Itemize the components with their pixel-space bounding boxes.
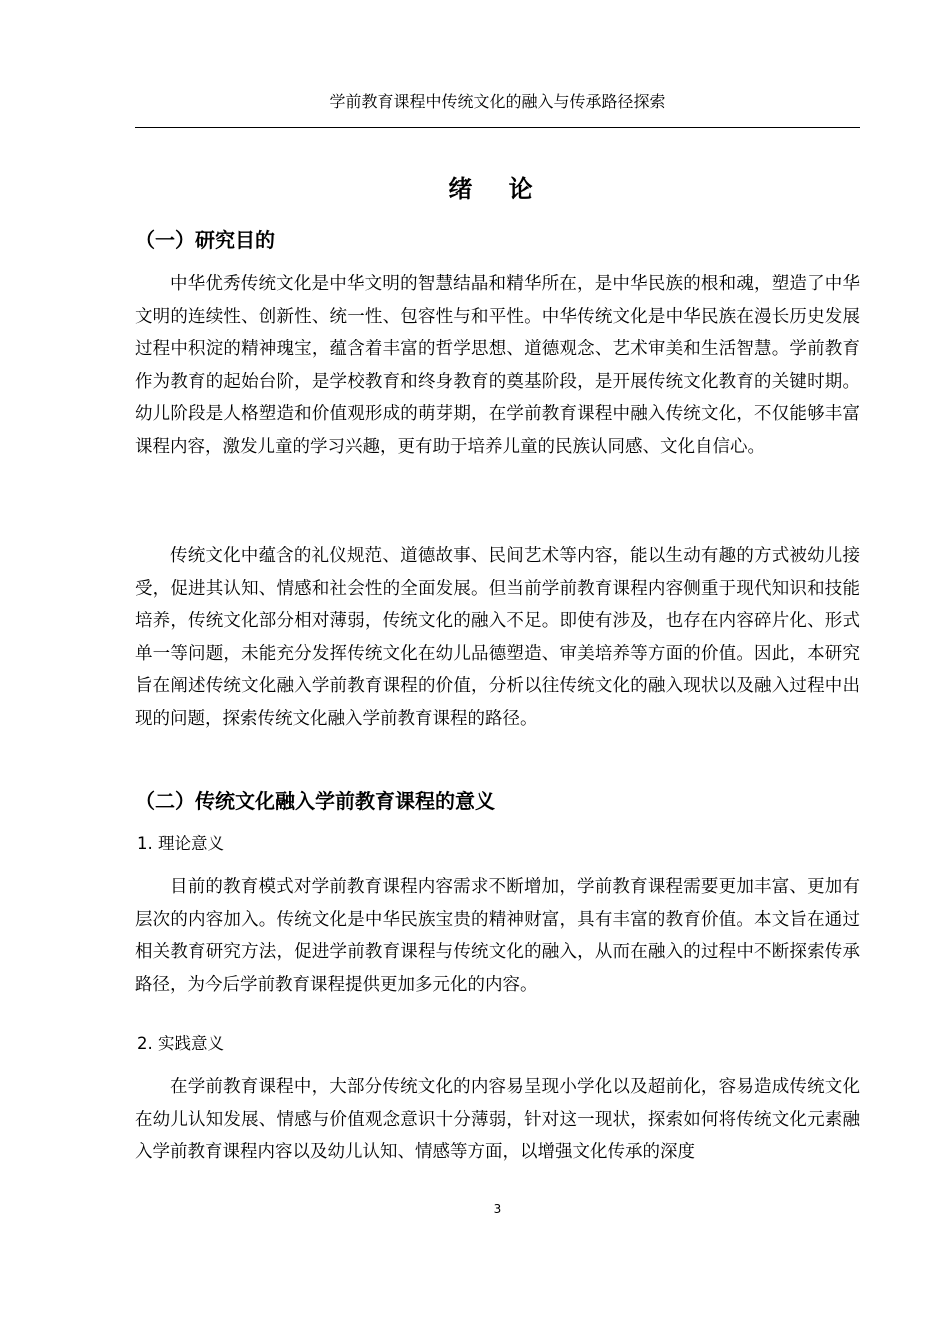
running-header: 学前教育课程中传统文化的融入与传承路径探索 (329, 92, 666, 111)
paragraph: 传统文化中蕴含的礼仪规范、道德故事、民间艺术等内容，能以生动有趣的方式被幼儿接受，促进其认知、情感和社会性的全面发展。但当前学前教育课程内容侧重于现代知识和技能培养，传统文化部分相对薄弱，传统文化的融入不足。即使有涉及，也存在内容碎片化、形式单一等问题，未能充分发挥传统文化在幼儿品德塑造、审美培养等方面的价值。因此，本研究旨在阐述传统文化融入学前教育课程的价值，分析以往传统文化的融入现状以及融入过程中出现的问题，探索传统文化融入学前教育课程的路径。 (135, 546, 860, 729)
paragraph: 中华优秀传统文化是中华文明的智慧结晶和精华所在，是中华民族的根和魂，塑造了中华文明的连续性、创新性、统一性、包容性与和平性。中华传统文化是中华民族在漫长历史发展过程中积淀的精神瑰宝，蕴含着丰富的哲学思想、道德观念、艺术审美和生活智慧。学前教育作为教育的起始台阶，是学校教育和终身教育的奠基阶段，是开展传统文化教育的关键时期。幼儿阶段是人格塑造和价值观形成的萌芽期，在学前教育课程中融入传统文化，不仅能够丰富课程内容，激发儿童的学习兴趣，更有助于培养儿童的民族认同感、文化自信心。 (135, 274, 860, 457)
page-number: 3 (493, 1202, 502, 1216)
section-heading-research-purpose: （一）研究目的 (135, 228, 275, 252)
paragraph: 在学前教育课程中，大部分传统文化的内容易呈现小学化以及超前化，容易造成传统文化在幼儿认知发展、情感与价值观念意识十分薄弱，针对这一现状，探索如何将传统文化元素融入学前教育课程内容以及幼儿认知、情感等方面，以增强文化传承的深度 (135, 1077, 860, 1162)
subheading-practical-significance: 2. 实践意义 (137, 1034, 224, 1053)
subheading-theoretical-significance: 1. 理论意义 (137, 834, 224, 853)
section-heading-significance: （二）传统文化融入学前教育课程的意义 (135, 789, 495, 813)
header-divider (135, 127, 860, 128)
chapter-title: 绪 论 (448, 175, 547, 203)
paragraph: 目前的教育模式对学前教育课程内容需求不断增加，学前教育课程需要更加丰富、更加有层次的内容加入。传统文化是中华民族宝贵的精神财富，具有丰富的教育价值。本文旨在通过相关教育研究方法，促进学前教育课程与传统文化的融入，从而在融入的过程中不断探索传承路径，为今后学前教育课程提供更加多元化的内容。 (135, 877, 860, 995)
